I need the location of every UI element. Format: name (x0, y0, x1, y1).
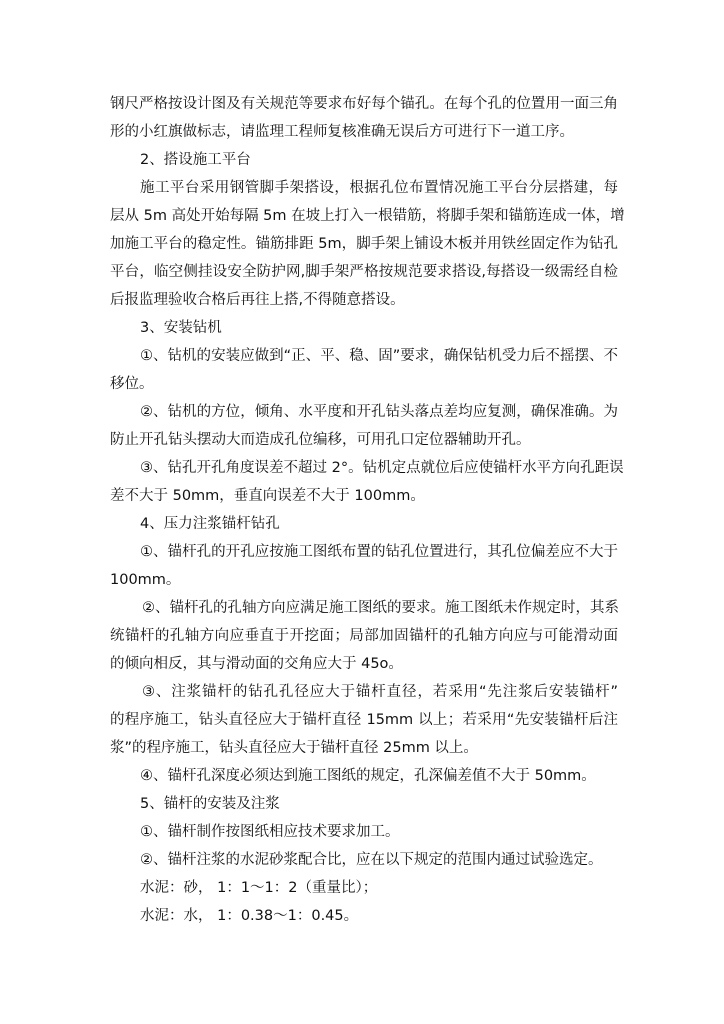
paragraph-line: 加施工平台的稳定性。锚筋排距 5m，脚手架上铺设木板并用铁丝固定作为钻孔 (110, 236, 618, 252)
paragraph-line: 形的小红旗做标志，请监理工程师复核准确无误后方可进行下一道工序。 (110, 124, 574, 140)
paragraph-line: 水泥：砂， 1：1～1：2（重量比）； (140, 880, 378, 896)
paragraph-line: 钢尺严格按设计图及有关规范等要求布好每个锚孔。在每个孔的位置用一面三角 (110, 96, 618, 112)
paragraph-line: 后报监理验收合格后再往上搭,不得随意搭设。 (110, 292, 405, 308)
paragraph-line: 统锚杆的孔轴方向应垂直于开挖面；局部加固锚杆的孔轴方向应与可能滑动面 (110, 628, 618, 644)
paragraph-line: ③、注浆锚杆的钻孔孔径应大于锚杆直径，若采用“先注浆后安装锚杆” (142, 684, 618, 700)
paragraph-line: ①、锚杆孔的开孔应按施工图纸布置的钻孔位置进行，其孔位偏差应不大于 (140, 544, 618, 560)
paragraph-line: 防止开孔钻头摆动大而造成孔位编移，可用孔口定位器辅助开孔。 (110, 432, 531, 448)
paragraph-line: ③、钻孔开孔角度误差不超过 2°。钻机定点就位后应使锚杆水平方向孔距误 (140, 460, 624, 476)
paragraph-line: 的倾向相反，其与滑动面的交角应大于 45o。 (110, 656, 403, 672)
paragraph-line: 差不大于 50mm，垂直向误差不大于 100mm。 (110, 488, 425, 504)
paragraph-line: 100mm。 (110, 572, 181, 588)
paragraph-line: 施工平台采用钢管脚手架搭设，根据孔位布置情况施工平台分层搭建，每 (140, 180, 618, 196)
paragraph-line: ④、锚杆孔深度必须达到施工图纸的规定，孔深偏差值不大于 50mm。 (140, 768, 596, 784)
section-heading: 3、安装钻机 (140, 320, 222, 336)
paragraph-line: 水泥：水， 1：0.38～1：0.45。 (140, 908, 359, 924)
paragraph-line: 层从 5m 高处开始每隔 5m 在坡上打入一根错筋，将脚手架和锚筋连成一体，增 (110, 208, 625, 224)
section-heading: 5、锚杆的安装及注浆 (140, 796, 280, 812)
paragraph-line: 浆”的程序施工，钻头直径应大于锚杆直径 25mm 以上。 (110, 740, 478, 756)
paragraph-line: 的程序施工，钻头直径应大于锚杆直径 15mm 以上；若采用“先安装锚杆后注 (110, 712, 618, 728)
paragraph-line: 平台，临空侧挂设安全防护网,脚手架严格按规范要求搭设,每搭设一级需经自检 (110, 264, 618, 280)
paragraph-line: ②、锚杆孔的孔轴方向应满足施工图纸的要求。施工图纸未作规定时，其系 (142, 600, 619, 616)
paragraph-line: ②、锚杆注浆的水泥砂浆配合比，应在以下规定的范围内通过试验选定。 (140, 852, 603, 868)
paragraph-line: ①、钻机的安装应做到“正、平、稳、固”要求，确保钻机受力后不摇摆、不 (140, 348, 618, 364)
section-heading: 4、压力注浆锚杆钻孔 (140, 516, 280, 532)
paragraph-line: ①、锚杆制作按图纸相应技术要求加工。 (140, 824, 400, 840)
paragraph-line: ②、钻机的方位，倾角、水平度和开孔钻头落点差均应复测，确保准确。为 (140, 404, 618, 420)
paragraph-line: 移位。 (110, 376, 154, 392)
section-heading: 2、搭设施工平台 (140, 152, 251, 168)
